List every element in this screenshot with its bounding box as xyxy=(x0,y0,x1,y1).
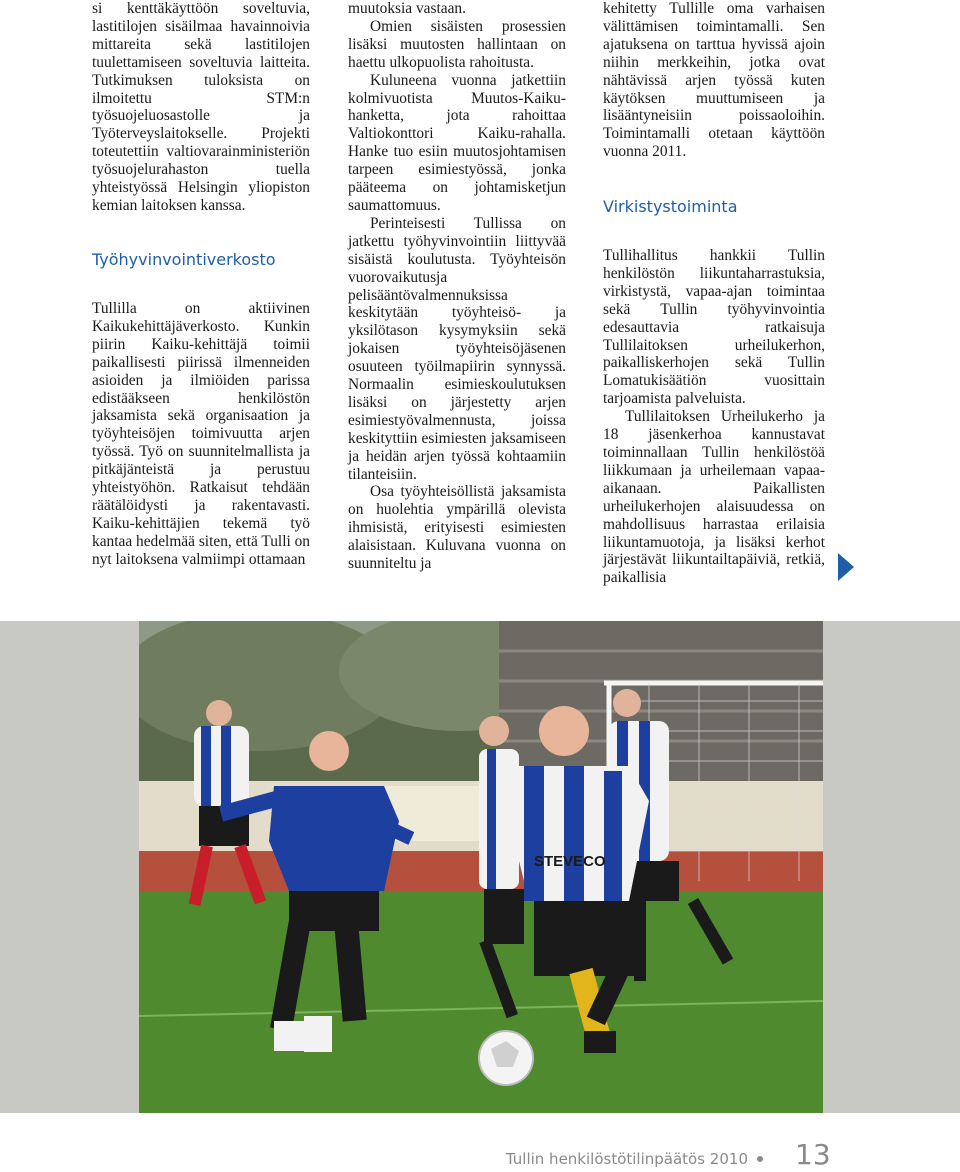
paragraph: Osa työyhteisöllistä jaksamista on huolehtia ympärillä olevista ihmisistä, erityisesti esimiesten alaisistaan. Kuluvana vuonna on suunniteltu ja xyxy=(348,483,566,573)
text-column-3-lower xyxy=(603,247,825,587)
paragraph: muutoksia vastaan. xyxy=(348,0,466,17)
text-column-2 xyxy=(348,0,566,573)
paragraph: kehitetty Tullille oma varhaisen välittämisen toimintamalli. Sen ajatuksena on tarttua hyvissä ajoin niihin merkkeihin, jotka ovat nähtävissä arjen työssä kuten käytöksen muuttumiseen ja lisääntyneisiin poissaoloihin. Toimintamalli otetaan käyttöön vuonna 2011. xyxy=(603,0,825,161)
paragraph: Perinteisesti Tullissa on jatkettu työhyvinvointiin liittyvää sisäistä koulutusta. Työyhteisön vuorovaikutusja pelisääntövalmennuksissa keskitytään työyhteisö- ja yksilötason kysymyksiin sekä jokaisen työyhteisöjäsenen osuuteen työilmapiirin synnyssä. Normaalin esimieskoulutuksen lisäksi on järjestetty arjen esimiestyövalmennusta, joissa keskityttiin esimiesten jaksamiseen ja heidän arjen työssä kohtaamiin tilanteisiin. xyxy=(348,214,566,483)
football-photo xyxy=(139,621,823,1113)
paragraph: si kenttäkäyttöön soveltuvia, lastitilojen sisäilmaa havainnoivia mittareita sekä lastitilojen tuulettamiseen soveltuvia laitteita. Tutkimuksen tuloksista on ilmoitettu STM:n työsuojeluosastolle ja Työterveyslaitokselle. Projekti toteutettiin valtiovarainministeriön työsuojelurahaston tuella yhteistyössä Helsingin yliopiston kemian laitoksen kanssa. xyxy=(92,0,310,214)
continue-arrow-icon xyxy=(838,553,854,581)
paragraph: Tullihallitus hankkii Tullin henkilöstön liikuntaharrastuksia, virkistystä, vapaa-ajan toimintaa sekä Tullin työhyvinvointia edesauttavia ratkaisuja Tullilaitoksen urheilukerhon, paikalliskerhojen sekä Tullin Lomatukisäätiön vuosittain tarjoamista palveluista. xyxy=(603,247,825,408)
text-column-1 xyxy=(92,0,310,215)
paragraph: Omien sisäisten prosessien lisäksi muutosten hallintaan on haettu ulkopuolista rahoitusta. xyxy=(348,17,566,71)
text-column-3 xyxy=(603,0,825,161)
section-heading-virkistystoiminta: Virkistystoiminta xyxy=(603,197,738,216)
footer-bullet-icon xyxy=(757,1156,763,1162)
text-column-1-lower xyxy=(92,300,310,569)
page-footer xyxy=(0,1138,960,1172)
page-number: 13 xyxy=(795,1138,831,1171)
paragraph: Tullilla on aktiivinen Kaikukehittäjäverkosto. Kunkin piirin Kaiku-kehittäjä toimii paikallisesti piirissä ilmenneiden asioiden ja ilmiöiden parissa edistääkseen henkilöstön jaksamista sekä organisaation ja työyhteisöjen toimivuutta arjen työssä. Työ on suunnitelmallista ja pitkäjänteistä ja perustuu yhteistyöhön. Ratkaisut tehdään räätälöidysti ja rakentavasti. Kaiku-kehittäjien tekemä työ kantaa hedelmää siten, että Tulli on nyt laitoksena valmiimpi ottamaan xyxy=(92,300,310,568)
paragraph: Kuluneena vuonna jatkettiin kolmivuotista Muutos-Kaiku-hanketta, jota rahoittaa Valtiokonttori Kaiku-rahalla. Hanke tuo esiin muutosjohtamisen tarpeen esimiestyössä, jonka pääteema on johtamisketjun saumattomuus. xyxy=(348,71,566,214)
paragraph: Tullilaitoksen Urheilukerho ja 18 jäsenkerhoa kannustavat toiminnallaan Tullin henkilöstöä liikkumaan ja urheilemaan vapaa-aikanaan. Paikallisten urheilukerhojen alaisuudessa on mahdollisuus harrastaa erilaisia liikuntamuotoja, ja lisäksi kerhot järjestävät liikuntailtapäiviä, retkiä, paikallisia xyxy=(603,408,825,587)
footer-publication-title: Tullin henkilöstötilinpäätös 2010 xyxy=(505,1150,748,1168)
shirt-sponsor-text: STEVECO xyxy=(534,853,606,870)
section-heading-tyohyvinvointiverkosto: Työhyvinvointiverkosto xyxy=(92,250,276,269)
